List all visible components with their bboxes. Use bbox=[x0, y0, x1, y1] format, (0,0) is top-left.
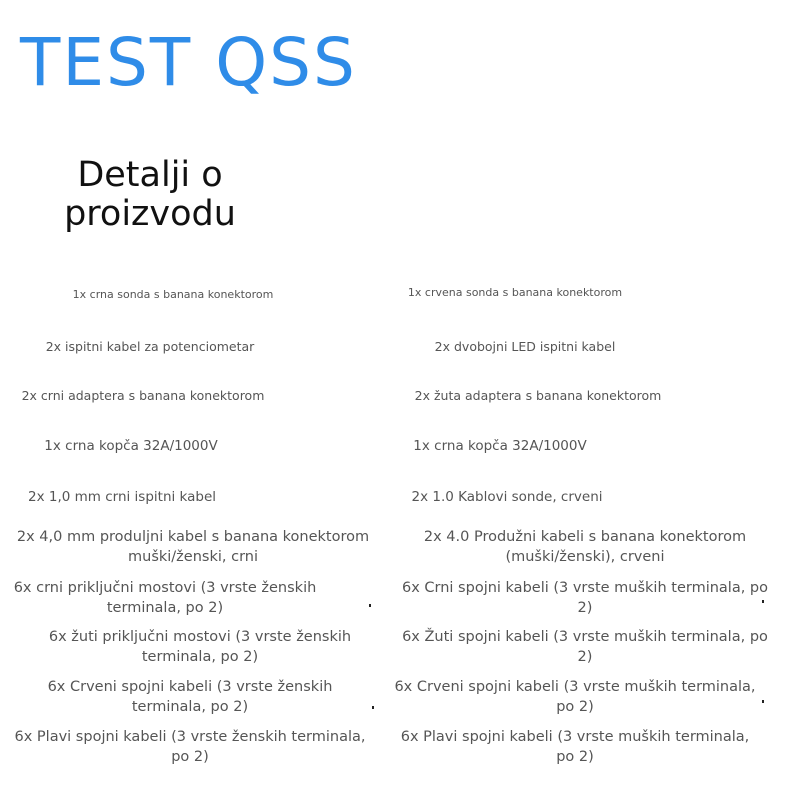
item-left-9: 6x Crveni spojni kabeli (3 vrste ženskih terminala, po 2) bbox=[47, 679, 333, 715]
item-right-3: 2x žuta adaptera s banana konektorom bbox=[414, 388, 662, 403]
item-right-4: 1x crna kopča 32A/1000V bbox=[413, 438, 587, 454]
item-left-5: 2x 1,0 mm crni ispitni kabel bbox=[27, 489, 217, 505]
item-left-7: 6x crni priključni mostovi (3 vrste ženskih terminala, po 2) bbox=[13, 580, 317, 616]
stray-mark bbox=[372, 706, 374, 709]
stray-mark bbox=[369, 604, 371, 607]
section-heading: Detalji o proizvodu bbox=[64, 155, 236, 234]
item-left-4: 1x crna kopča 32A/1000V bbox=[44, 438, 218, 454]
item-right-7: 6x Crni spojni kabeli (3 vrste muških terminala, po 2) bbox=[401, 580, 769, 616]
stray-mark bbox=[762, 700, 764, 703]
brand-title: TEST QSS bbox=[20, 24, 357, 101]
item-right-1: 1x crvena sonda s banana konektorom bbox=[407, 286, 623, 299]
item-right-5: 2x 1.0 Kablovi sonde, crveni bbox=[411, 489, 603, 505]
item-left-1: 1x crna sonda s banana konektorom bbox=[72, 288, 274, 301]
item-right-8: 6x Žuti spojni kabeli (3 vrste muških terminala, po 2) bbox=[402, 629, 768, 665]
item-left-10: 6x Plavi spojni kabeli (3 vrste ženskih terminala, po 2) bbox=[14, 729, 366, 765]
item-left-8: 6x žuti priključni mostovi (3 vrste ženskih terminala, po 2) bbox=[48, 629, 352, 665]
stray-mark bbox=[762, 600, 764, 603]
item-right-9: 6x Crveni spojni kabeli (3 vrste muških terminala, po 2) bbox=[394, 679, 756, 715]
item-right-10: 6x Plavi spojni kabeli (3 vrste muških terminala, po 2) bbox=[400, 729, 750, 765]
item-right-2: 2x dvobojni LED ispitni kabel bbox=[434, 339, 616, 354]
item-right-6: 2x 4.0 Produžni kabeli s banana konektorom (muški/ženski), crveni bbox=[423, 529, 747, 565]
item-left-6: 2x 4,0 mm produljni kabel s banana konektorom muški/ženski, crni bbox=[16, 529, 370, 565]
item-left-2: 2x ispitni kabel za potenciometar bbox=[45, 339, 255, 354]
item-left-3: 2x crni adaptera s banana konektorom bbox=[21, 388, 265, 403]
